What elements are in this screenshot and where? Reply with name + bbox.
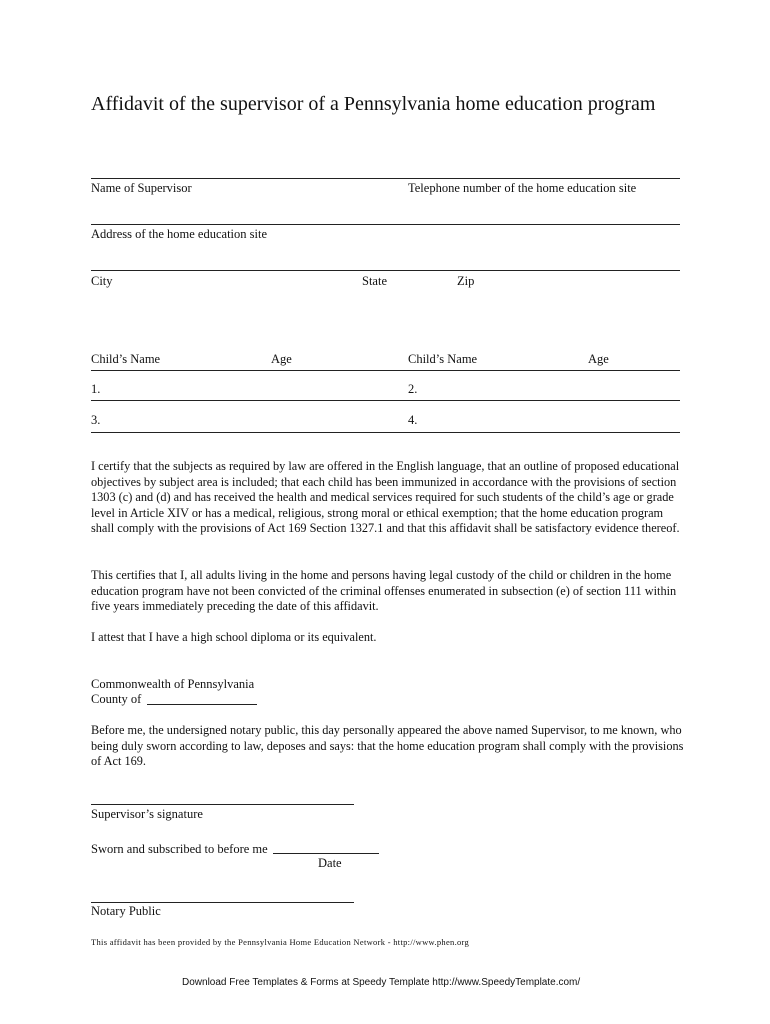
supervisor-signature-line bbox=[91, 804, 354, 805]
table-rule-2 bbox=[91, 400, 680, 401]
credit-line: This affidavit has been provided by the Pennsylvania Home Education Network - http://www.phen.org bbox=[91, 937, 470, 947]
telephone-label: Telephone number of the home education site bbox=[408, 181, 637, 195]
supervisor-signature-label: Supervisor’s signature bbox=[91, 807, 203, 821]
certifies-paragraph: This certifies that I, all adults living in the home and persons having legal custody of the child or children in the home education program have not been convicted of the criminal offenses enumerated in subsection (e) of section 111 within five years immediately preceding the date of this affidavit. bbox=[91, 568, 677, 614]
address-label: Address of the home education site bbox=[91, 227, 267, 241]
zip-label: Zip bbox=[457, 274, 475, 288]
supervisor-name-label: Name of Supervisor bbox=[91, 181, 192, 195]
certify-paragraph: I certify that the subjects as required by law are offered in the English language, that an outline of proposed educational objectives by subject area is included; that each child has been immunized in accordance with the provisions of section 1303 (c) and (d) and has received the health and medical services required for such students of the child’s age or grade level in Article XIV or has a medical, religious, strong moral or ethical exemption; that the home education program shall comply with the provisions of Act 169 Section 1327.1 and that this affidavit shall be satisfactory evidence thereof. bbox=[91, 459, 680, 536]
county-line bbox=[147, 704, 257, 705]
child-row-3: 3. bbox=[91, 413, 101, 427]
age-header-1: Age bbox=[271, 352, 292, 366]
table-rule-3 bbox=[91, 432, 680, 433]
footer-download-link[interactable]: Download Free Templates & Forms at Speedy Template http://www.SpeedyTemplate.com/ bbox=[182, 977, 581, 988]
attest-paragraph: I attest that I have a high school diploma or its equivalent. bbox=[91, 630, 377, 644]
child-row-4: 4. bbox=[408, 413, 418, 427]
sworn-label: Sworn and subscribed to before me bbox=[91, 842, 268, 856]
field-rule-city bbox=[91, 270, 680, 271]
county-label: County of bbox=[91, 692, 142, 706]
date-label: Date bbox=[318, 856, 342, 870]
age-header-2: Age bbox=[588, 352, 609, 366]
document-title: Affidavit of the supervisor of a Pennsylvania home education program bbox=[91, 93, 656, 115]
city-label: City bbox=[91, 274, 113, 288]
field-rule-address bbox=[91, 224, 680, 225]
notary-public-label: Notary Public bbox=[91, 904, 161, 918]
commonwealth-label: Commonwealth of Pennsylvania bbox=[91, 677, 255, 691]
child-row-2: 2. bbox=[408, 382, 418, 396]
child-row-1: 1. bbox=[91, 382, 101, 396]
field-rule-supervisor bbox=[91, 178, 680, 179]
child-name-header-2: Child’s Name bbox=[408, 352, 478, 366]
state-label: State bbox=[362, 274, 387, 288]
notary-statement: Before me, the undersigned notary public, this day personally appeared the above named Supervisor, to me known, who being duly sworn according to law, deposes and says: that the home education program shall comply with the provisions of Act 169. bbox=[91, 723, 684, 769]
child-name-header-1: Child’s Name bbox=[91, 352, 161, 366]
date-line bbox=[273, 853, 379, 854]
table-rule-1 bbox=[91, 370, 680, 371]
notary-signature-line bbox=[91, 902, 354, 903]
